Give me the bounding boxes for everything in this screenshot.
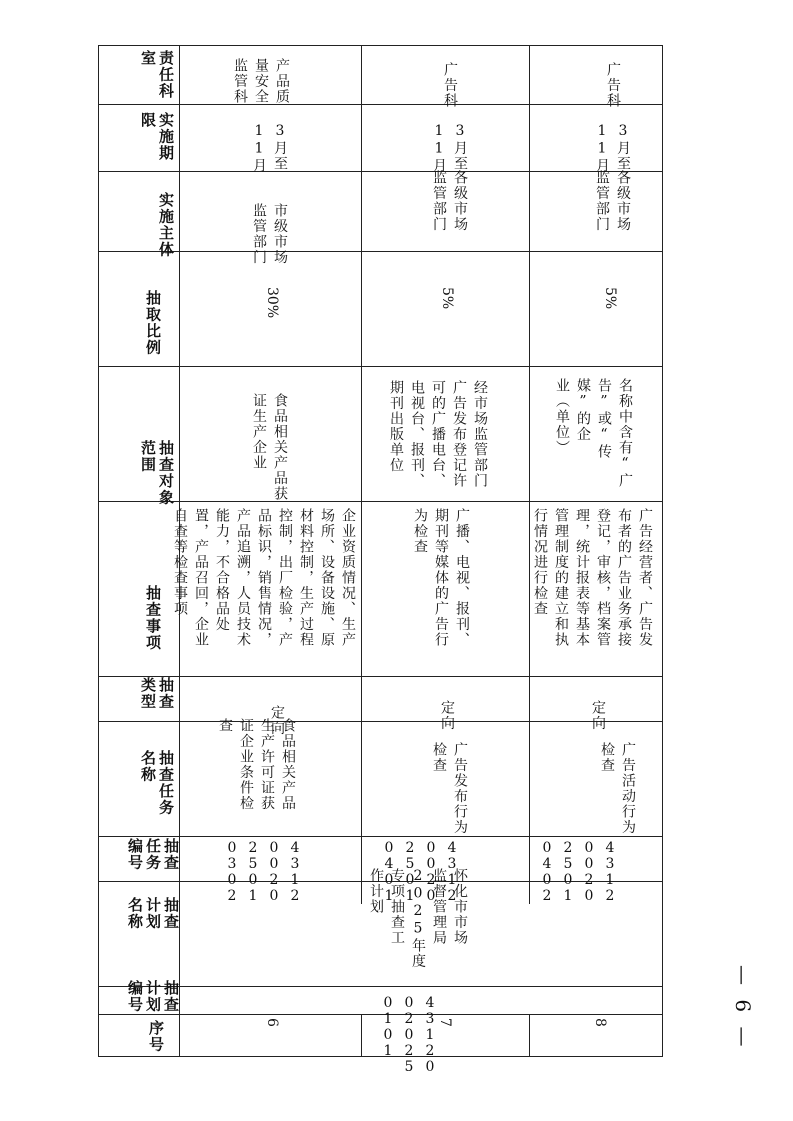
header-plan-name: 抽查计划名称 [126,897,180,930]
row-7-task-id: 4312 0020 2501 0401 [381,840,460,904]
row-7-seq: 7 [437,1018,453,1027]
row-8-task-name: 广告活动行为 检查 [599,742,636,835]
row-6-scope: 食品相关产品获 证生产企业 [251,393,288,502]
row-6-seq: 6 [264,1018,280,1027]
header-scope: 抽查对象范围 [139,440,175,506]
row-7-period: 3月至 11月 [431,123,468,174]
rule-type [99,721,662,722]
row-7-subject: 各级市场 监管部门 [431,170,468,232]
row-6-office: 产品质 量安全 监管科 [232,58,290,105]
row-8-seq: 8 [592,1018,608,1027]
rule-row-6-7 [361,46,362,904]
row-7-ratio: 5% [439,287,455,310]
row-7-office: 广告科 [442,62,458,109]
header-task-id: 抽查任务编号 [126,838,180,871]
row-6-type: 定向 [269,705,285,736]
rule-ratio [99,366,662,367]
rule-subject [99,251,662,252]
row-8-office: 广告科 [605,62,621,109]
row-8-task-id: 4312 0020 2501 0402 [539,840,618,904]
row-8-subject: 各级市场 监管部门 [594,170,631,232]
rule-scope [99,501,662,502]
header-plan-id: 抽查计划编号 [126,980,180,1013]
row-6-ratio: 30% [264,287,280,319]
row-6-task-name: 食品相关产品 生产许可证获 证企业条件检 查 [217,718,296,811]
row-7-type: 定向 [439,700,455,731]
rule-office [99,104,662,105]
rule-row-7-8 [529,46,530,904]
row-6-items: 企业资质情况、生产 场所、设备设施、原 材料控制，生产过程 控制，出厂检验，产 品标识，销售情况， 产品追溯，人员技术 能力，不合格品处 置，产品召回，企业 自查等检查事项 [172,508,356,648]
rule-period [99,171,662,172]
header-task-name: 抽查任务名称 [139,750,175,816]
header-office: 责任科室 [139,50,175,100]
row-8-items: 广告经营者、广告发 布者的广告业务承接 登记，审核，档案管 理，统计报表等基本 管理制度的建立和执 行情况进行检查 [532,508,653,648]
header-period: 实施期限 [139,112,175,162]
row-6-subject: 市级市场 监管部门 [251,203,288,265]
plan-name: 怀化市市场 监督管理局 2025年度 专项抽查工 作计划 [368,868,468,969]
row-8-ratio: 5% [602,287,618,310]
row-7-task-name: 广告发布行为 检查 [431,742,468,835]
header-subject: 实施主体 [157,192,175,258]
rule-row-7-8-seq [529,1014,530,1056]
page-number: — 6 — [731,965,755,1051]
row-7-scope: 经市场监管部门 广告发布登记许 可的广播电台、 电视台、报刊、 期刊出版单位 [388,380,488,489]
header-type: 抽查类型 [139,677,175,710]
row-6-task-id: 4312 0020 2501 0302 [224,840,303,904]
header-seq: 序号 [147,1020,165,1053]
header-items: 抽查事项 [144,585,162,651]
row-8-period: 3月至 11月 [594,123,631,174]
row-8-type: 定向 [590,700,606,731]
plan-id: 43120 02025 0101 [380,995,438,1075]
rule-task-name [99,836,662,837]
row-8-scope: 名称中含有“广 告”或“传媒”的企 业（单位） [554,378,633,489]
row-7-items: 广播、电视、报刊、 期刊等媒体的广告行 为检查 [412,508,470,648]
header-ratio: 抽取比例 [144,290,162,356]
row-6-period: 3月至 11月 [251,123,288,174]
